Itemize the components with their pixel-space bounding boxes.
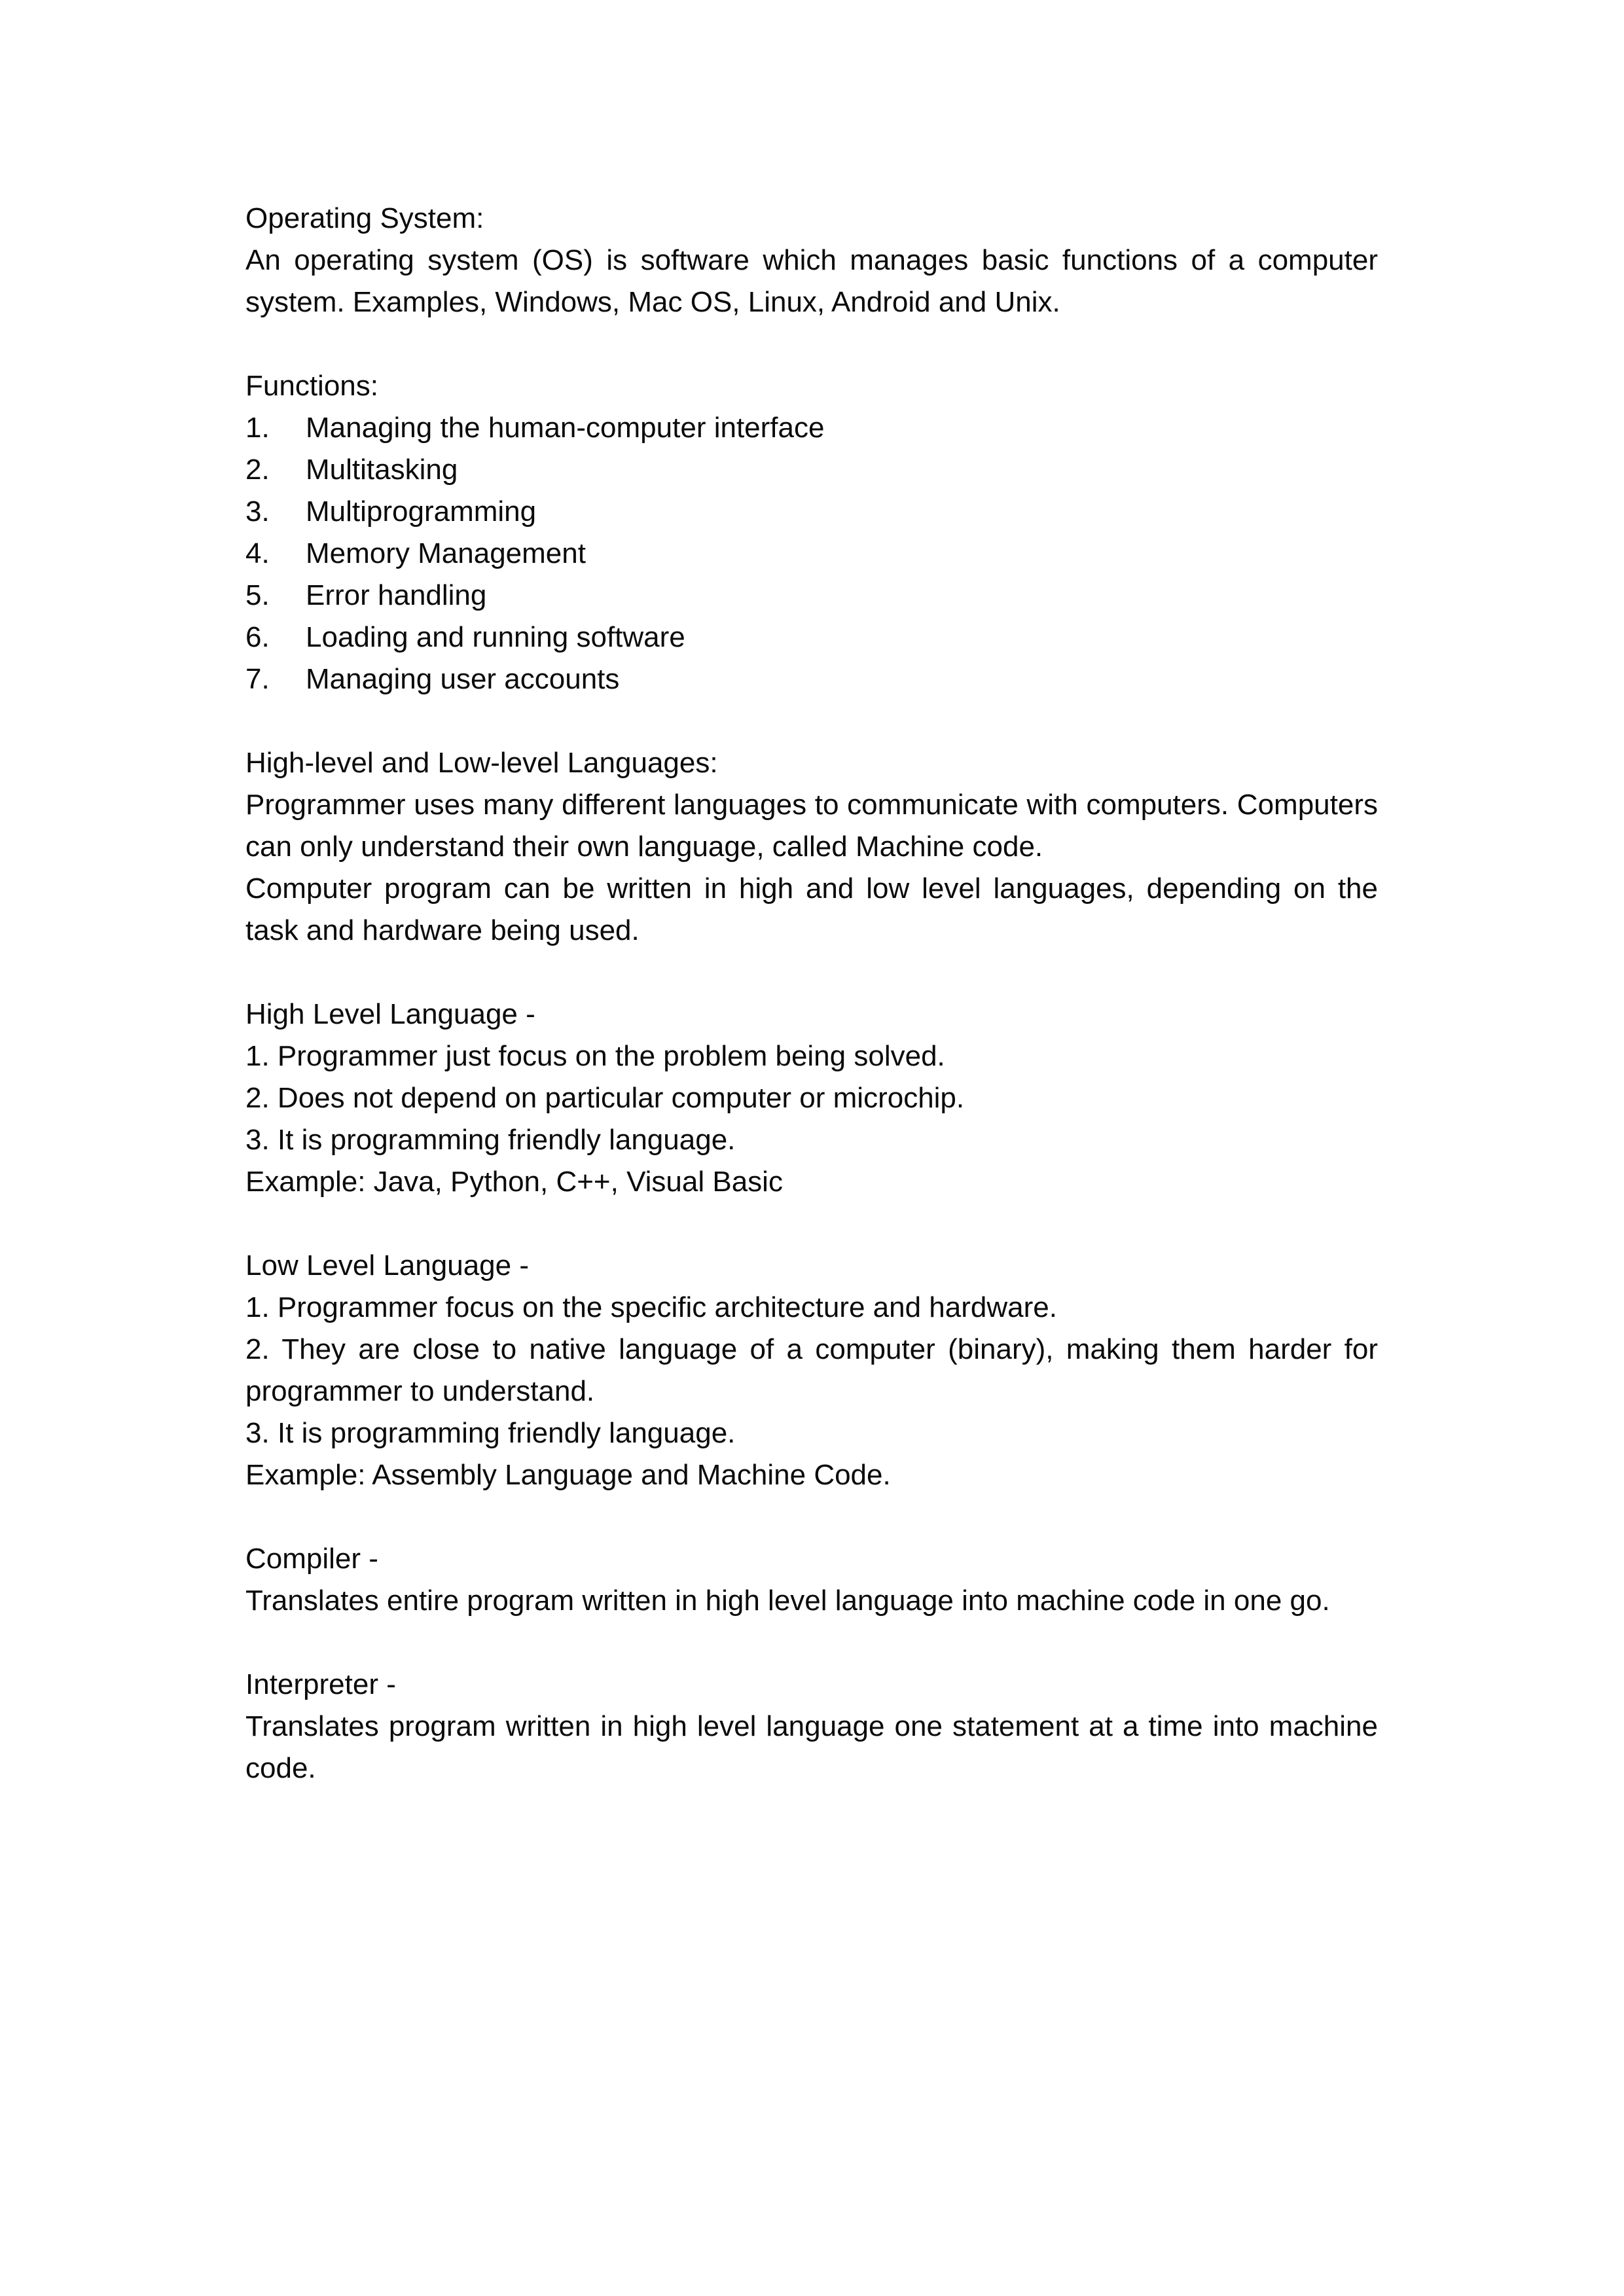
list-item-text: Memory Management [306, 537, 586, 569]
section-operating-system [245, 198, 1378, 323]
paragraph: Example: Assembly Language and Machine Code. [245, 1459, 891, 1491]
list-item [245, 658, 1378, 700]
section-functions [245, 365, 1378, 700]
list-item [245, 449, 1378, 491]
list-item-number: 7. [245, 663, 270, 695]
list-item [245, 533, 1378, 575]
list-item-text: Managing the human-computer interface [306, 412, 825, 444]
list-item-text: Managing user accounts [306, 663, 620, 695]
section-high-low-level-languages [245, 742, 1378, 952]
paragraph: Programmer uses many different languages to communicate with computers. Computers can only understand their own language, called Machine code. [245, 789, 1378, 863]
section-low-level-language [245, 1245, 1378, 1496]
section-heading: Operating System: [245, 202, 484, 234]
list-item [245, 575, 1378, 617]
section-heading: High-level and Low-level Languages: [245, 747, 718, 779]
list-item-text: Multitasking [306, 454, 458, 486]
list-item-text: Loading and running software [306, 621, 685, 653]
paragraph: Computer program can be written in high and low level languages, depending on the task and hardware being used. [245, 872, 1378, 946]
paragraph: Translates entire program written in high level language into machine code in one go. [245, 1585, 1330, 1617]
paragraph: Example: Java, Python, C++, Visual Basic [245, 1166, 783, 1198]
paragraph: Translates program written in high level language one statement at a time into machine code. [245, 1710, 1378, 1784]
section-compiler [245, 1538, 1378, 1622]
section-interpreter [245, 1664, 1378, 1789]
list-item-number: 6. [245, 621, 270, 653]
list-item-number: 2. [245, 454, 270, 486]
list-item-text: Multiprogramming [306, 495, 537, 528]
paragraph: 2. They are close to native language of a computer (binary), making them harder for programmer to understand. [245, 1333, 1378, 1407]
list-item-number: 3. [245, 495, 270, 528]
list-item [245, 491, 1378, 533]
section-heading: Interpreter - [245, 1668, 396, 1700]
section-heading: High Level Language - [245, 998, 535, 1030]
document-content [245, 198, 1378, 1789]
paragraph: 1. Programmer just focus on the problem being solved. [245, 1040, 945, 1072]
list-item-text: Error handling [306, 579, 487, 611]
section-heading: Low Level Language - [245, 1249, 529, 1282]
list-item [245, 407, 1378, 449]
list-item [245, 617, 1378, 658]
paragraph: 2. Does not depend on particular computer or microchip. [245, 1082, 965, 1114]
section-high-level-language [245, 994, 1378, 1203]
paragraph: 3. It is programming friendly language. [245, 1417, 736, 1449]
list-item-number: 4. [245, 537, 270, 569]
list-item-number: 5. [245, 579, 270, 611]
section-heading: Functions: [245, 370, 378, 402]
list-item-number: 1. [245, 412, 270, 444]
paragraph: 3. It is programming friendly language. [245, 1124, 736, 1156]
paragraph: An operating system (OS) is software which manages basic functions of a computer system. Examples, Windows, Mac OS, Linux, Android and Unix. [245, 244, 1378, 318]
paragraph: 1. Programmer focus on the specific architecture and hardware. [245, 1291, 1057, 1323]
section-heading: Compiler - [245, 1543, 378, 1575]
